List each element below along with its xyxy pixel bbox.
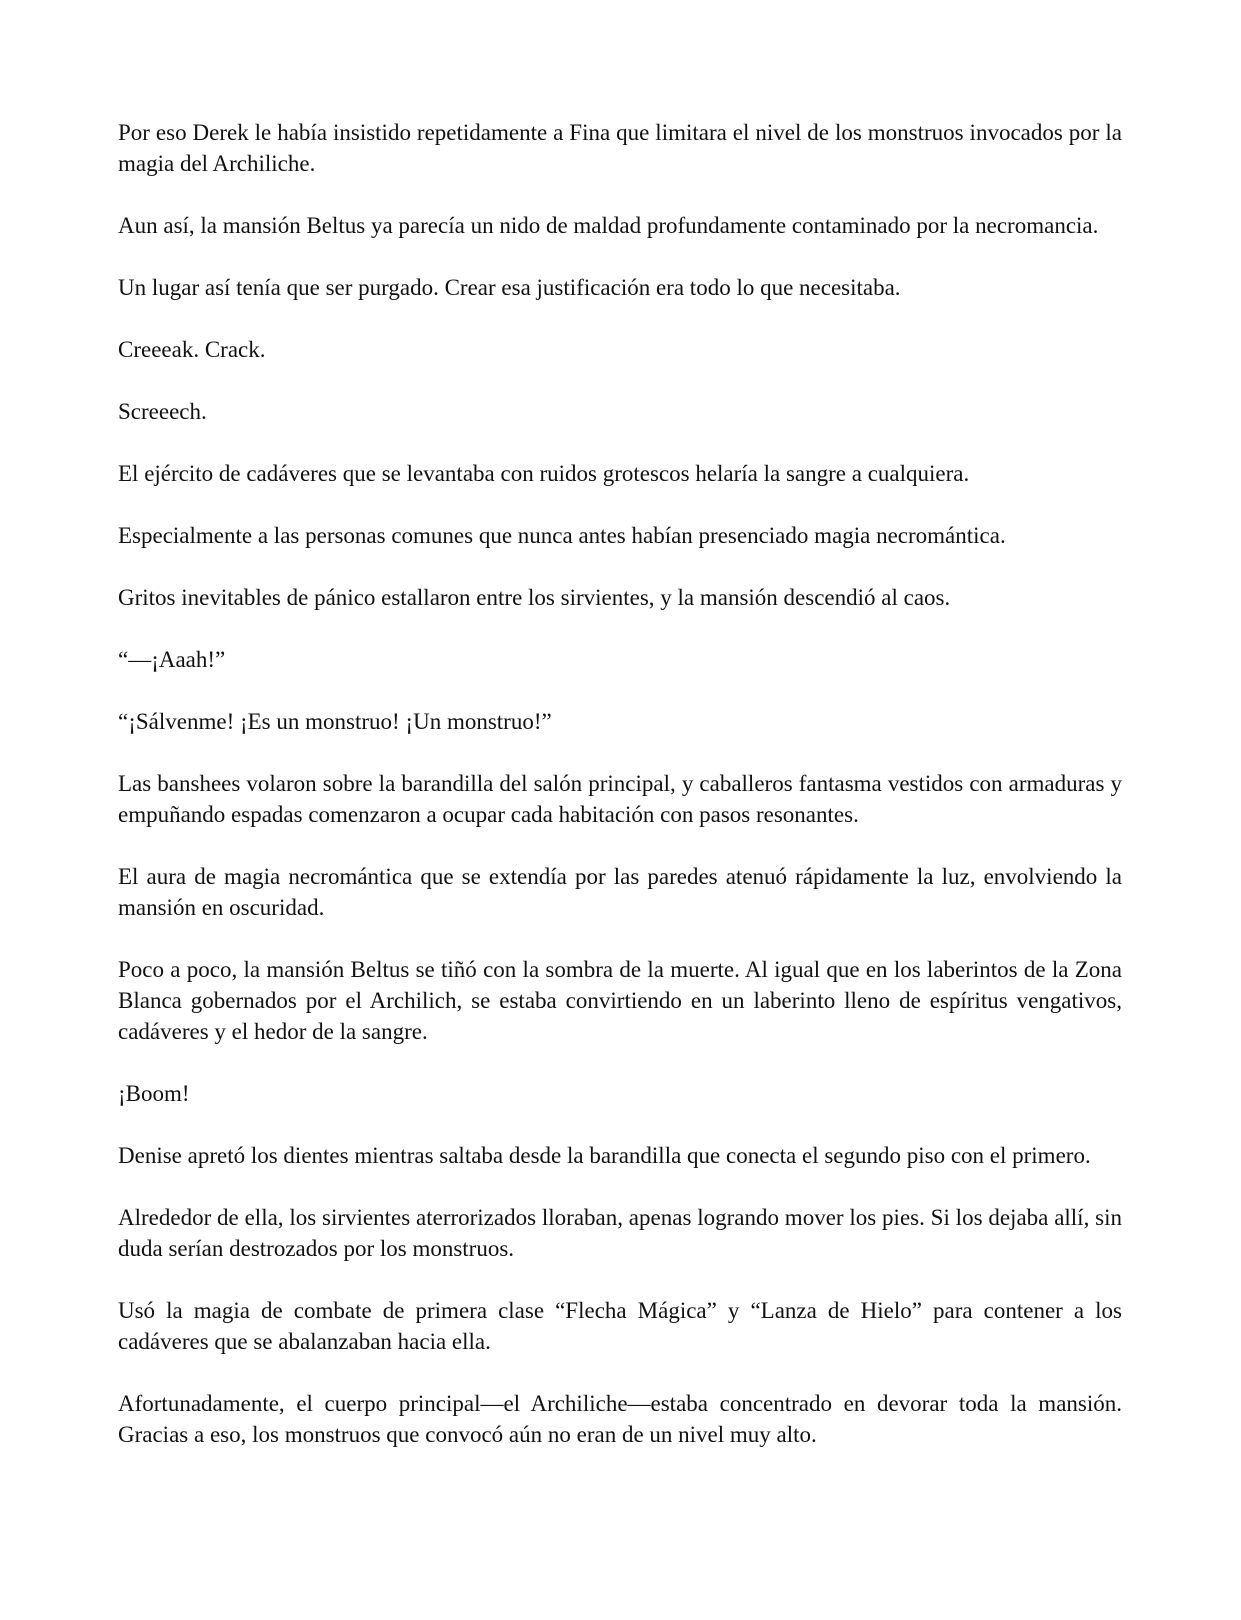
paragraph-18: Afortunadamente, el cuerpo principal—el Archiliche—estaba concentrado en devorar toda la mansión. Gracias a eso, los monstruos que convocó aún no eran de un nivel muy alto. — [118, 1391, 1122, 1447]
paragraph-5: Screeech. — [118, 399, 207, 424]
paragraph-6: El ejército de cadáveres que se levantaba con ruidos grotescos helaría la sangre a cualquiera. — [118, 461, 970, 486]
paragraph-2: Aun así, la mansión Beltus ya parecía un nido de maldad profundamente contaminado por la necromancia. — [118, 213, 1099, 238]
paragraph-14: ¡Boom! — [118, 1081, 190, 1106]
paragraph-11: Las banshees volaron sobre la barandilla del salón principal, y caballeros fantasma vestidos con armaduras y empuñando espadas comenzaron a ocupar cada habitación con pasos resonantes. — [118, 771, 1122, 827]
paragraph-3: Un lugar así tenía que ser purgado. Crear esa justificación era todo lo que necesitaba. — [118, 275, 901, 300]
paragraph-4: Creeeak. Crack. — [118, 337, 266, 362]
paragraph-10: “¡Sálvenme! ¡Es un monstruo! ¡Un monstruo!” — [118, 709, 552, 734]
paragraph-7: Especialmente a las personas comunes que nunca antes habían presenciado magia necromántica. — [118, 523, 1006, 548]
paragraph-12: El aura de magia necromántica que se extendía por las paredes atenuó rápidamente la luz, envolviendo la mansión en oscuridad. — [118, 864, 1122, 920]
paragraph-15: Denise apretó los dientes mientras saltaba desde la barandilla que conecta el segundo piso con el primero. — [118, 1143, 1091, 1168]
paragraph-13: Poco a poco, la mansión Beltus se tiñó con la sombra de la muerte. Al igual que en los laberintos de la Zona Blanca gobernados por el Archilich, se estaba convirtiendo en un laberinto lleno de espíritus vengativos, cadáveres y el hedor de la sangre. — [118, 957, 1122, 1044]
document-page — [118, 117, 1122, 1481]
paragraph-8: Gritos inevitables de pánico estallaron entre los sirvientes, y la mansión descendió al caos. — [118, 585, 951, 610]
paragraph-9: “—¡Aaah!” — [118, 647, 226, 672]
paragraph-16: Alrededor de ella, los sirvientes aterrorizados lloraban, apenas logrando mover los pies. Si los dejaba allí, sin duda serían destrozados por los monstruos. — [118, 1205, 1122, 1261]
paragraph-17: Usó la magia de combate de primera clase “Flecha Mágica” y “Lanza de Hielo” para contener a los cadáveres que se abalanzaban hacia ella. — [118, 1298, 1122, 1354]
paragraph-1: Por eso Derek le había insistido repetidamente a Fina que limitara el nivel de los monstruos invocados por la magia del Archiliche. — [118, 120, 1122, 176]
